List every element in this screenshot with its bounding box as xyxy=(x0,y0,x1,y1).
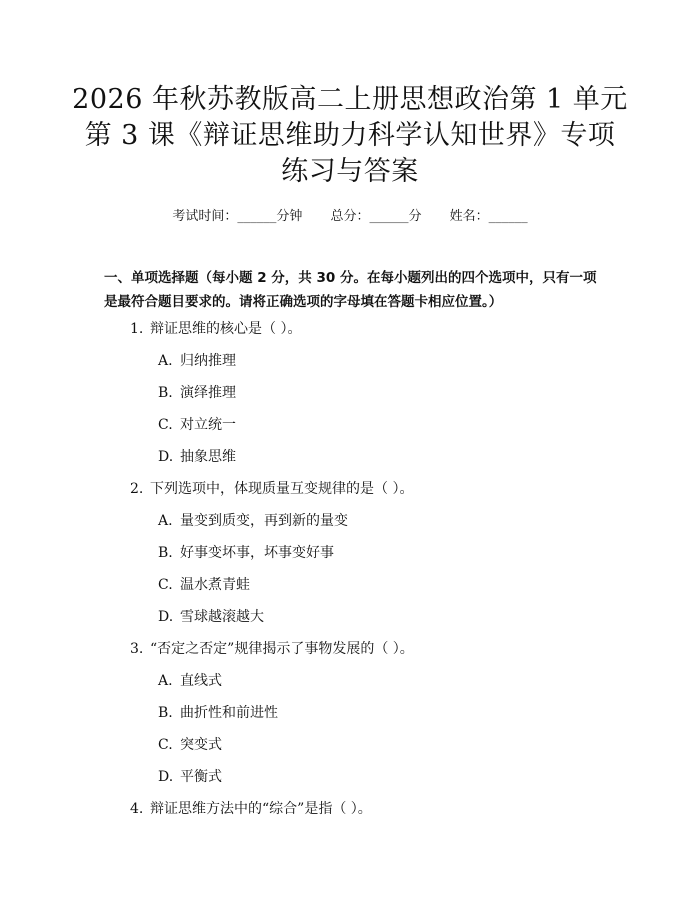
question-number: 2. xyxy=(130,481,144,497)
question-text: “否定之否定”规律揭示了事物发展的（ ）。 xyxy=(150,641,414,657)
option-3c xyxy=(158,736,222,754)
question-1 xyxy=(130,320,301,338)
section-heading: 一、单项选择题（每小题 2 分，共 30 分。在每小题列出的四个选项中，只有一项是最符合题目要求的。请将正确选项的字母填在答题卡相应位置。） xyxy=(104,270,597,310)
question-text: 辩证思维的核心是（ ）。 xyxy=(150,321,302,337)
option-letter: A. xyxy=(158,673,173,689)
option-3b xyxy=(158,704,278,722)
option-text: 直线式 xyxy=(180,673,222,689)
question-number: 4. xyxy=(130,801,144,817)
option-text: 平衡式 xyxy=(180,769,222,785)
option-1b xyxy=(158,384,236,402)
question-number: 3. xyxy=(130,641,144,657)
option-letter: D. xyxy=(158,449,174,465)
option-text: 突变式 xyxy=(180,737,222,753)
question-text: 下列选项中，体现质量互变规律的是（ ）。 xyxy=(150,481,414,497)
option-letter: D. xyxy=(158,609,174,625)
option-3d xyxy=(158,768,222,786)
question-4 xyxy=(130,800,372,818)
option-letter: C. xyxy=(158,417,173,433)
option-text: 雪球越滚越大 xyxy=(180,609,264,625)
question-number: 1. xyxy=(130,321,144,337)
option-1c xyxy=(158,416,236,434)
option-text: 对立统一 xyxy=(180,417,236,433)
title-line-1: 2026 年秋苏教版高二上册思想政治第 1 单元 xyxy=(72,84,628,115)
option-letter: D. xyxy=(158,769,174,785)
title-line-3: 练习与答案 xyxy=(281,156,419,187)
option-1a xyxy=(158,352,236,370)
exam-name-field: 姓名：______ xyxy=(449,209,528,224)
question-3 xyxy=(130,640,414,658)
option-2d xyxy=(158,608,264,626)
option-letter: B. xyxy=(158,705,173,721)
option-text: 量变到质变，再到新的量变 xyxy=(180,513,348,529)
option-text: 温水煮青蛙 xyxy=(180,577,250,593)
option-text: 归纳推理 xyxy=(180,353,236,369)
option-2a xyxy=(158,512,348,530)
option-1d xyxy=(158,448,236,466)
option-text: 曲折性和前进性 xyxy=(180,705,278,721)
option-2c xyxy=(158,576,250,594)
option-2b xyxy=(158,544,334,562)
option-text: 抽象思维 xyxy=(180,449,236,465)
option-letter: A. xyxy=(158,353,173,369)
title-line-2: 第 3 课《辩证思维助力科学认知世界》专项 xyxy=(84,120,616,151)
option-text: 好事变坏事，坏事变好事 xyxy=(180,545,334,561)
option-3a xyxy=(158,672,222,690)
document-title xyxy=(60,82,640,190)
exam-score-field: 总分：______分 xyxy=(330,209,422,224)
question-text: 辩证思维方法中的“综合”是指（ ）。 xyxy=(150,801,372,817)
exam-time-field: 考试时间：______分钟 xyxy=(172,209,303,224)
option-letter: B. xyxy=(158,545,173,561)
question-2 xyxy=(130,480,413,498)
option-text: 演绎推理 xyxy=(180,385,236,401)
option-letter: A. xyxy=(158,513,173,529)
exam-meta xyxy=(0,208,700,226)
option-letter: B. xyxy=(158,385,173,401)
option-letter: C. xyxy=(158,737,173,753)
option-letter: C. xyxy=(158,577,173,593)
